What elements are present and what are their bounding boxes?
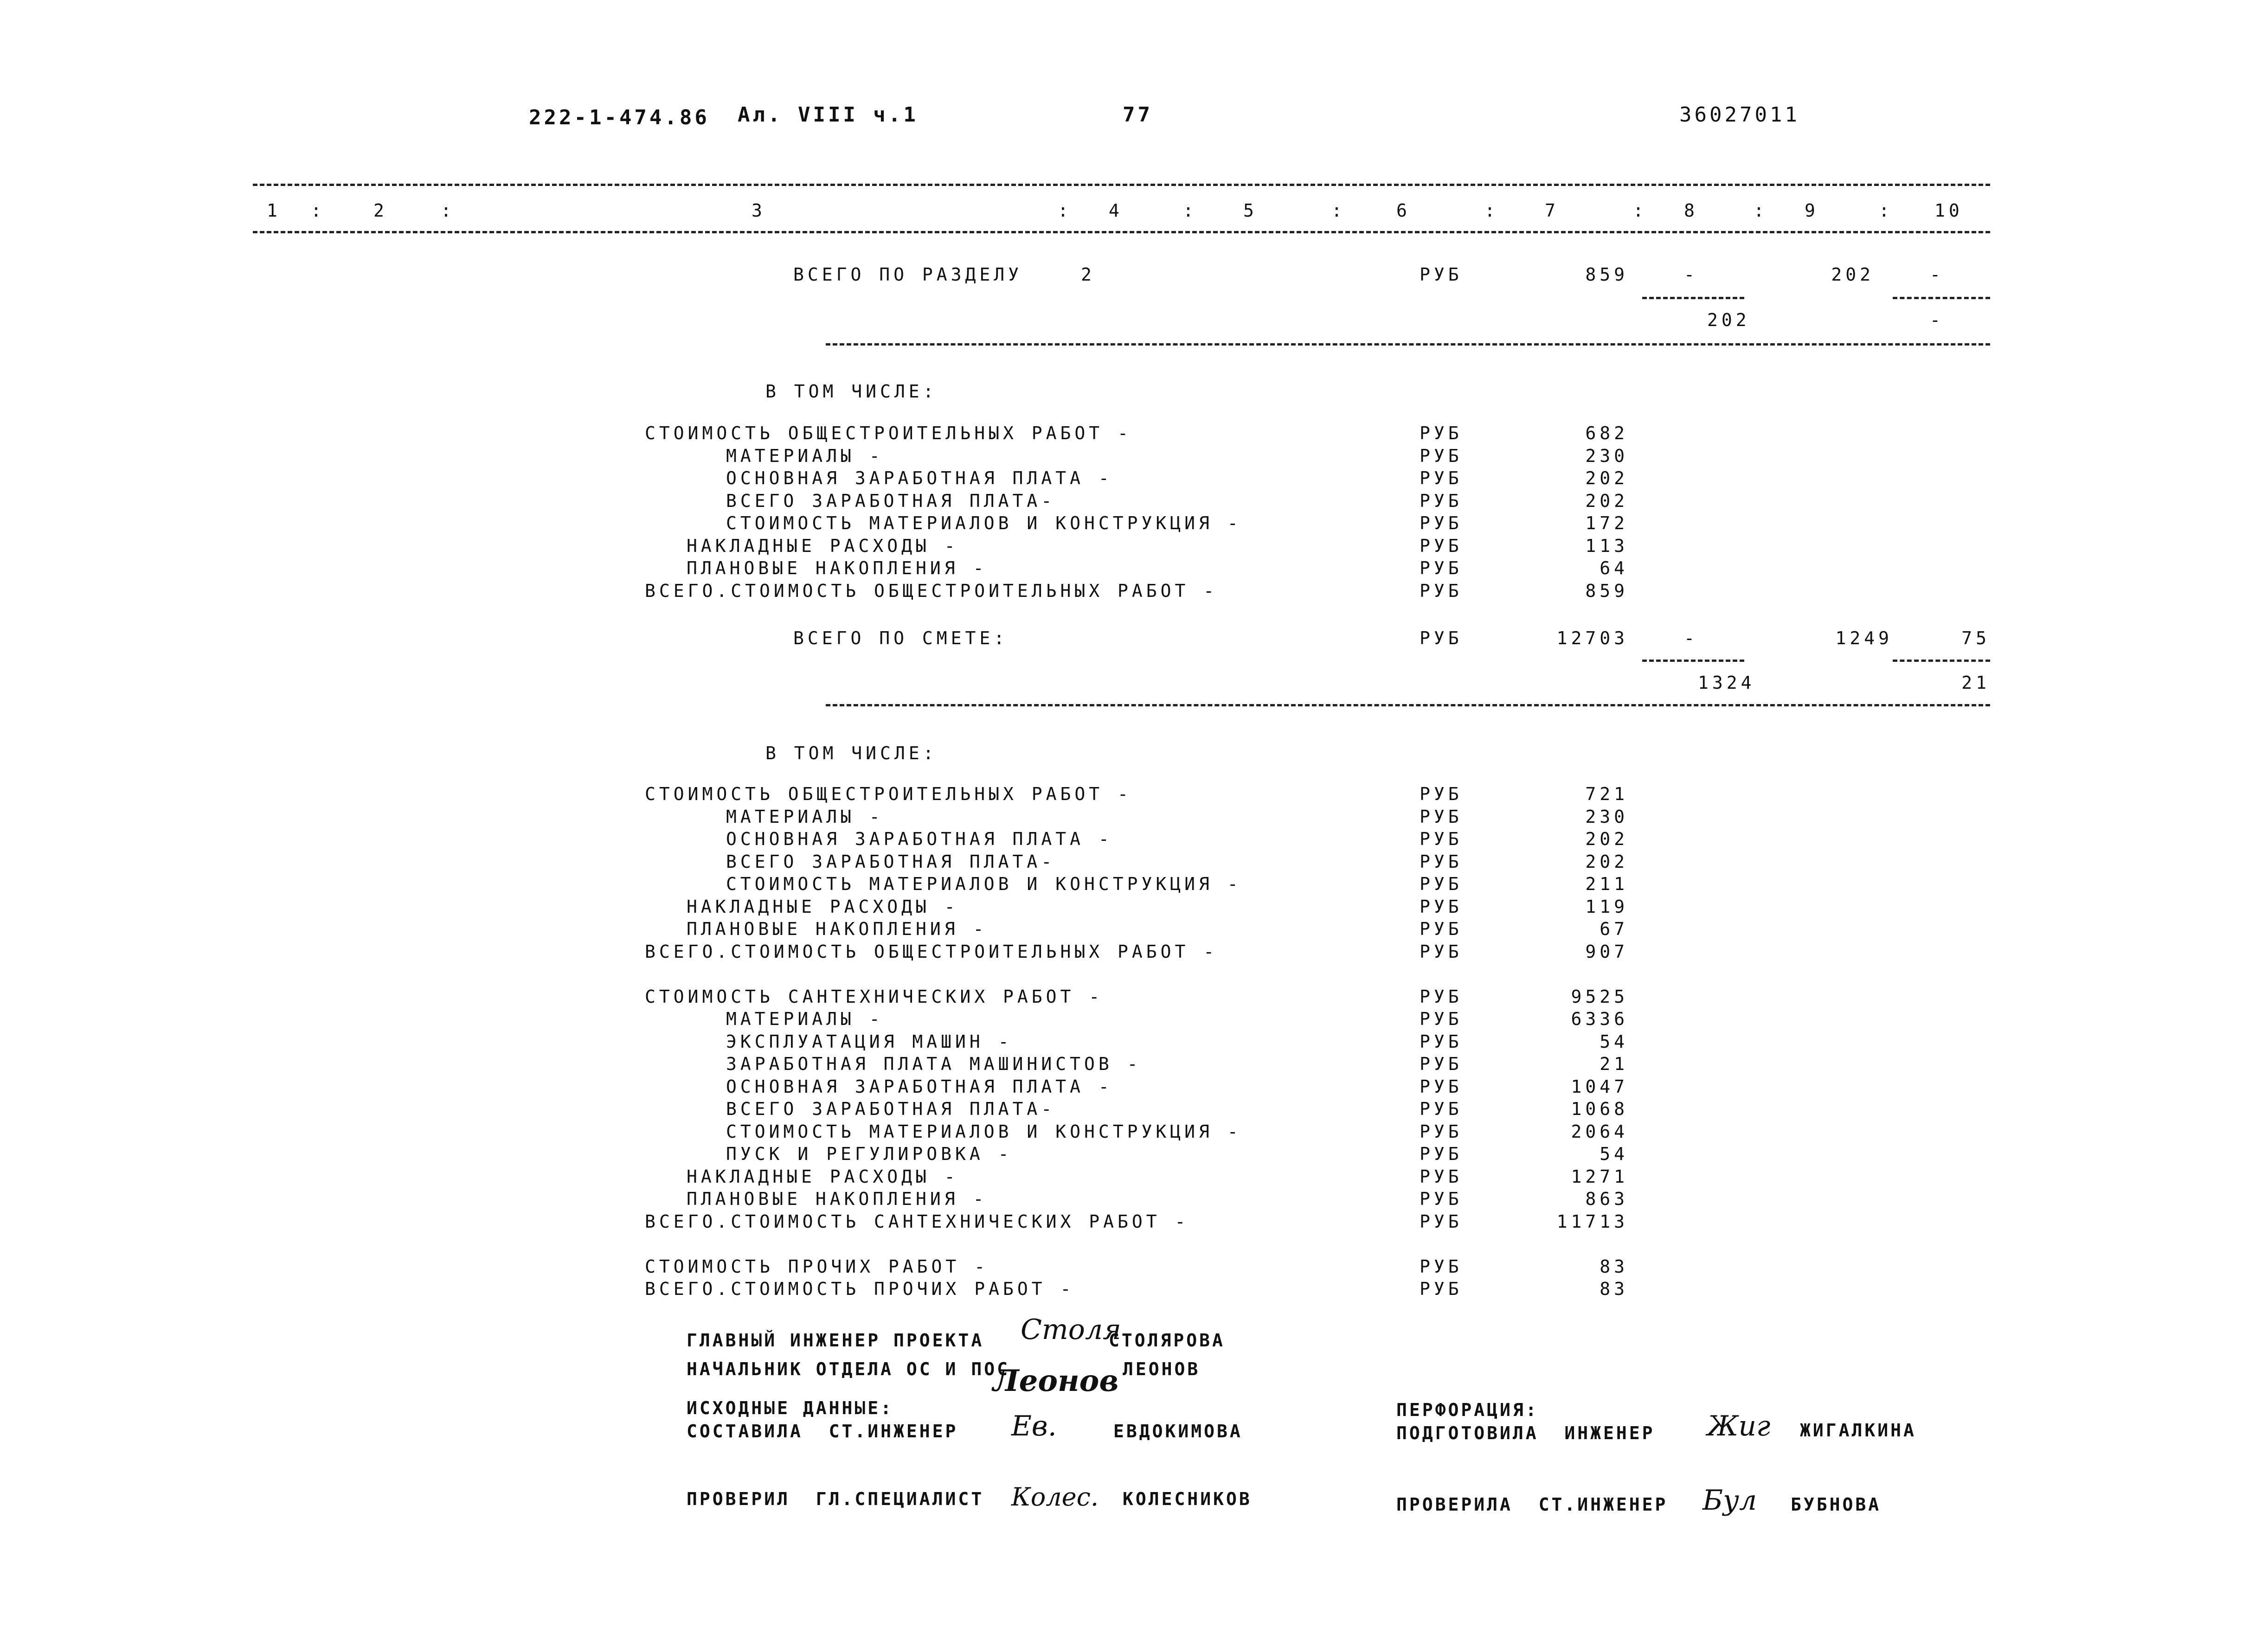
block2-row-unit: РУБ xyxy=(1420,897,1463,917)
estimate-total-unit: РУБ xyxy=(1420,628,1463,648)
estimate-subtotal-rule-col8 xyxy=(1642,660,1744,662)
block2-row-unit: РУБ xyxy=(1420,986,1463,1007)
block2-row-value: 67 xyxy=(1600,919,1628,939)
compiled-title: СОСТАВИЛА СТ.ИНЖЕНЕР xyxy=(687,1421,958,1441)
block2-row-label: ПЛАНОВЫЕ НАКОПЛЕНИЯ - xyxy=(687,1189,988,1209)
block2-row-label: ПУСК И РЕГУЛИРОВКА - xyxy=(726,1144,1013,1164)
block2-row-value: 211 xyxy=(1585,874,1628,894)
block2-row-value: 2064 xyxy=(1571,1121,1628,1142)
column-separator: : xyxy=(1754,200,1768,221)
block1-heading: В ТОМ ЧИСЛЕ: xyxy=(765,381,938,402)
block1-row-label: ПЛАНОВЫЕ НАКОПЛЕНИЯ - xyxy=(687,558,988,578)
column-separator: : xyxy=(1633,200,1647,221)
column-separator: : xyxy=(441,200,455,221)
column-header-7: 7 xyxy=(1545,200,1559,221)
checked-name: КОЛЕСНИКОВ xyxy=(1123,1489,1252,1509)
block1-row-unit: РУБ xyxy=(1420,513,1463,533)
section-total-unit: РУБ xyxy=(1420,264,1463,285)
estimate-total-col8-second: 1324 xyxy=(1698,673,1755,693)
block2-row-label: ПЛАНОВЫЕ НАКОПЛЕНИЯ - xyxy=(687,919,988,939)
section-total-col9: 202 xyxy=(1831,264,1874,285)
block1-row-label: ВСЕГО.СТОИМОСТЬ ОБЩЕСТРОИТЕЛЬНЫХ РАБОТ - xyxy=(645,581,1218,601)
column-header-10: 10 xyxy=(1934,200,1963,221)
block2-row-label: СТОИМОСТЬ МАТЕРИАЛОВ И КОНСТРУКЦИЯ - xyxy=(726,1121,1242,1142)
block1-row-label: НАКЛАДНЫЕ РАСХОДЫ - xyxy=(687,536,959,556)
block2-row-value: 83 xyxy=(1600,1256,1628,1277)
block2-row-value: 863 xyxy=(1585,1189,1628,1209)
prepared-name: ЖИГАЛКИНА xyxy=(1800,1420,1916,1441)
block2-row-value: 202 xyxy=(1585,829,1628,849)
block2-row-unit: РУБ xyxy=(1420,874,1463,894)
block1-row-label: ВСЕГО ЗАРАБОТНАЯ ПЛАТА- xyxy=(726,491,1056,511)
block2-row-unit: РУБ xyxy=(1420,1076,1463,1097)
block2-row-label: НАКЛАДНЫЕ РАСХОДЫ - xyxy=(687,897,959,917)
subtotal-rule-col10 xyxy=(1893,297,1990,299)
checked-signature: Колес. xyxy=(1011,1482,1099,1512)
block2-row-label: СТОИМОСТЬ ПРОЧИХ РАБОТ - xyxy=(645,1256,989,1277)
column-header-5: 5 xyxy=(1243,200,1258,221)
section-total-col10: - xyxy=(1930,264,1944,285)
compiled-name: ЕВДОКИМОВА xyxy=(1113,1421,1243,1441)
column-header-6: 6 xyxy=(1396,200,1411,221)
estimate-total-label: ВСЕГО ПО СМЕТЕ: xyxy=(793,628,1009,648)
block2-row-value: 907 xyxy=(1585,942,1628,962)
checked2-title: ПРОВЕРИЛА СТ.ИНЖЕНЕР xyxy=(1396,1494,1668,1515)
block2-row-label: СТОИМОСТЬ ОБЩЕСТРОИТЕЛЬНЫХ РАБОТ - xyxy=(645,784,1132,804)
block2-row-value: 54 xyxy=(1600,1144,1628,1164)
block2-row-label: ВСЕГО.СТОИМОСТЬ ОБЩЕСТРОИТЕЛЬНЫХ РАБОТ - xyxy=(645,942,1218,962)
block2-row-unit: РУБ xyxy=(1420,919,1463,939)
column-separator: : xyxy=(311,200,325,221)
block2-heading: В ТОМ ЧИСЛЕ: xyxy=(765,743,938,763)
column-separator: : xyxy=(1183,200,1197,221)
block1-row-unit: РУБ xyxy=(1420,581,1463,601)
estimate-rule xyxy=(826,704,1990,706)
block2-row-label: ВСЕГО ЗАРАБОТНАЯ ПЛАТА- xyxy=(726,852,1056,872)
estimate-total-col7: 12703 xyxy=(1556,628,1628,648)
header-rule-bottom xyxy=(253,231,1990,233)
chief-engineer-title: ГЛАВНЫЙ ИНЖЕНЕР ПРОЕКТА xyxy=(687,1330,984,1351)
block2-row-value: 9525 xyxy=(1571,986,1628,1007)
block1-row-value: 113 xyxy=(1585,536,1628,556)
column-separator: : xyxy=(1331,200,1346,221)
column-header-8: 8 xyxy=(1684,200,1698,221)
dept-head-title: НАЧАЛЬНИК ОТДЕЛА ОС И ПОС xyxy=(687,1359,1010,1379)
checked2-signature: Бул xyxy=(1703,1484,1757,1517)
checked-title: ПРОВЕРИЛ ГЛ.СПЕЦИАЛИСТ xyxy=(687,1489,984,1509)
block1-row-unit: РУБ xyxy=(1420,468,1463,488)
block2-row-unit: РУБ xyxy=(1420,1144,1463,1164)
block1-row-value: 682 xyxy=(1585,423,1628,443)
column-separator: : xyxy=(1879,200,1893,221)
compiled-signature: Ев. xyxy=(1011,1410,1057,1442)
block1-row-unit: РУБ xyxy=(1420,446,1463,466)
block2-row-unit: РУБ xyxy=(1420,1256,1463,1277)
estimate-total-col10: 75 xyxy=(1961,628,1990,648)
estimate-total-col9: 1249 xyxy=(1835,628,1893,648)
section-rule xyxy=(826,343,1990,346)
section-total-col8: - xyxy=(1684,264,1698,285)
block2-row-unit: РУБ xyxy=(1420,807,1463,827)
section-total-col7: 859 xyxy=(1585,264,1628,285)
section-total-col8-second: 202 xyxy=(1707,310,1750,330)
section-total-col10-second: - xyxy=(1930,310,1944,330)
header-rule-top xyxy=(253,184,1990,186)
perforation-heading: ПЕРФОРАЦИЯ: xyxy=(1396,1400,1539,1420)
chief-engineer-signature: Столя xyxy=(1021,1313,1121,1346)
page-number: 77 xyxy=(1123,103,1153,127)
block1-row-label: ОСНОВНАЯ ЗАРАБОТНАЯ ПЛАТА - xyxy=(726,468,1113,488)
block1-row-value: 202 xyxy=(1585,491,1628,511)
document-code: 36027011 xyxy=(1679,103,1800,127)
estimate-total-col10-second: 21 xyxy=(1961,673,1990,693)
column-header-1: 1 xyxy=(267,200,281,221)
block2-row-unit: РУБ xyxy=(1420,1054,1463,1074)
source-data-heading: ИСХОДНЫЕ ДАННЫЕ: xyxy=(687,1398,894,1418)
block2-row-label: СТОИМОСТЬ МАТЕРИАЛОВ И КОНСТРУКЦИЯ - xyxy=(726,874,1242,894)
dept-head-name: ЛЕОНОВ xyxy=(1123,1359,1201,1379)
column-header-9: 9 xyxy=(1805,200,1819,221)
block1-row-value: 202 xyxy=(1585,468,1628,488)
column-separator: : xyxy=(1058,200,1072,221)
block2-row-value: 6336 xyxy=(1571,1009,1628,1029)
block2-row-unit: РУБ xyxy=(1420,1166,1463,1187)
block2-row-unit: РУБ xyxy=(1420,852,1463,872)
block2-row-unit: РУБ xyxy=(1420,1279,1463,1299)
column-header-2: 2 xyxy=(373,200,388,221)
block1-row-unit: РУБ xyxy=(1420,558,1463,578)
estimate-subtotal-rule-col10 xyxy=(1893,660,1990,662)
block2-row-label: ОСНОВНАЯ ЗАРАБОТНАЯ ПЛАТА - xyxy=(726,1076,1113,1097)
block1-row-value: 859 xyxy=(1585,581,1628,601)
block2-row-value: 83 xyxy=(1600,1279,1628,1299)
block2-row-label: ВСЕГО.СТОИМОСТЬ ПРОЧИХ РАБОТ - xyxy=(645,1279,1075,1299)
block2-row-label: НАКЛАДНЫЕ РАСХОДЫ - xyxy=(687,1166,959,1187)
checked2-name: БУБНОВА xyxy=(1791,1494,1882,1515)
block1-row-value: 64 xyxy=(1600,558,1628,578)
block2-row-label: СТОИМОСТЬ САНТЕХНИЧЕСКИХ РАБОТ - xyxy=(645,986,1104,1007)
column-separator: : xyxy=(1484,200,1499,221)
block1-row-label: МАТЕРИАЛЫ - xyxy=(726,446,884,466)
block2-row-unit: РУБ xyxy=(1420,1121,1463,1142)
estimate-total-col8: - xyxy=(1684,628,1698,648)
block1-row-unit: РУБ xyxy=(1420,536,1463,556)
block1-row-value: 172 xyxy=(1585,513,1628,533)
column-header-3: 3 xyxy=(752,200,766,221)
block2-row-value: 21 xyxy=(1600,1054,1628,1074)
section-number: 2 xyxy=(1081,264,1095,285)
block2-row-value: 119 xyxy=(1585,897,1628,917)
block1-row-value: 230 xyxy=(1585,446,1628,466)
block1-row-unit: РУБ xyxy=(1420,491,1463,511)
block2-row-value: 202 xyxy=(1585,852,1628,872)
block2-row-unit: РУБ xyxy=(1420,784,1463,804)
chief-engineer-name: СТОЛЯРОВА xyxy=(1109,1330,1225,1351)
block1-row-label: СТОИМОСТЬ ОБЩЕСТРОИТЕЛЬНЫХ РАБОТ - xyxy=(645,423,1132,443)
block2-row-label: ОСНОВНАЯ ЗАРАБОТНАЯ ПЛАТА - xyxy=(726,829,1113,849)
block2-row-label: ВСЕГО ЗАРАБОТНАЯ ПЛАТА- xyxy=(726,1099,1056,1119)
block2-row-value: 11713 xyxy=(1556,1211,1628,1232)
block2-row-value: 1047 xyxy=(1571,1076,1628,1097)
block2-row-unit: РУБ xyxy=(1420,1099,1463,1119)
column-header-4: 4 xyxy=(1109,200,1123,221)
block2-row-unit: РУБ xyxy=(1420,1189,1463,1209)
block2-row-label: ЭКСПЛУАТАЦИЯ МАШИН - xyxy=(726,1031,1013,1052)
block2-row-label: ВСЕГО.СТОИМОСТЬ САНТЕХНИЧЕСКИХ РАБОТ - xyxy=(645,1211,1189,1232)
block1-row-label: СТОИМОСТЬ МАТЕРИАЛОВ И КОНСТРУКЦИЯ - xyxy=(726,513,1242,533)
block2-row-value: 1068 xyxy=(1571,1099,1628,1119)
dept-head-signature: Леонов xyxy=(993,1364,1119,1398)
subtotal-rule-col8 xyxy=(1642,297,1744,299)
block2-row-unit: РУБ xyxy=(1420,1009,1463,1029)
block2-row-value: 54 xyxy=(1600,1031,1628,1052)
prepared-signature: Жиг xyxy=(1707,1410,1771,1442)
prepared-title: ПОДГОТОВИЛА ИНЖЕНЕР xyxy=(1396,1423,1655,1443)
block1-row-unit: РУБ xyxy=(1420,423,1463,443)
block2-row-value: 721 xyxy=(1585,784,1628,804)
block2-row-unit: РУБ xyxy=(1420,829,1463,849)
block2-row-label: ЗАРАБОТНАЯ ПЛАТА МАШИНИСТОВ - xyxy=(726,1054,1142,1074)
doc-code: 222-1-474.86 xyxy=(529,106,710,129)
block2-row-label: МАТЕРИАЛЫ - xyxy=(726,807,884,827)
block2-row-value: 1271 xyxy=(1571,1166,1628,1187)
album-label: Ал. VIII ч.1 xyxy=(738,103,919,127)
block2-row-unit: РУБ xyxy=(1420,942,1463,962)
block2-row-unit: РУБ xyxy=(1420,1031,1463,1052)
block2-row-value: 230 xyxy=(1585,807,1628,827)
block2-row-unit: РУБ xyxy=(1420,1211,1463,1232)
section-total-label: ВСЕГО ПО РАЗДЕЛУ xyxy=(793,264,1023,285)
block2-row-label: МАТЕРИАЛЫ - xyxy=(726,1009,884,1029)
